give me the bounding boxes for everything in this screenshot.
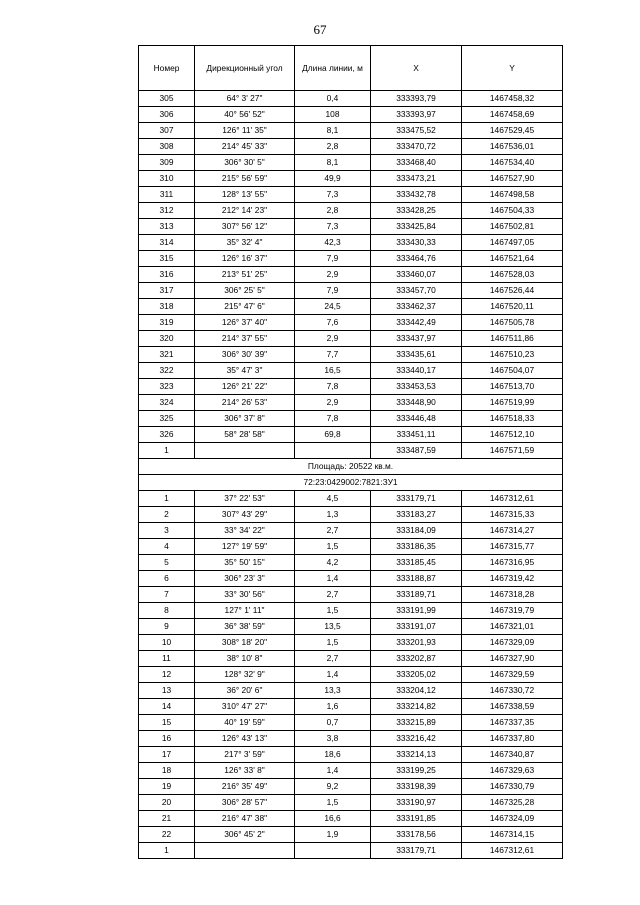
table-row bbox=[139, 571, 563, 587]
table-row bbox=[139, 235, 563, 251]
direction-angle: 40° 56' 52" bbox=[195, 107, 295, 123]
line-length: 4,2 bbox=[295, 555, 371, 571]
point-number: 321 bbox=[139, 347, 195, 363]
coord-y: 1467513,70 bbox=[462, 379, 563, 395]
coord-y: 1467327,90 bbox=[462, 651, 563, 667]
coord-x: 333462,37 bbox=[371, 299, 462, 315]
point-number: 308 bbox=[139, 139, 195, 155]
table-row bbox=[139, 507, 563, 523]
table-row bbox=[139, 123, 563, 139]
direction-angle: 213° 51' 25" bbox=[195, 267, 295, 283]
direction-angle: 35° 47' 3" bbox=[195, 363, 295, 379]
coord-y: 1467316,95 bbox=[462, 555, 563, 571]
coord-x: 333191,07 bbox=[371, 619, 462, 635]
table-row bbox=[139, 427, 563, 443]
point-number: 16 bbox=[139, 731, 195, 747]
table-row bbox=[139, 619, 563, 635]
direction-angle: 214° 37' 55" bbox=[195, 331, 295, 347]
coord-y: 1467330,72 bbox=[462, 683, 563, 699]
table-row bbox=[139, 683, 563, 699]
coord-x: 333183,27 bbox=[371, 507, 462, 523]
table-row bbox=[139, 171, 563, 187]
point-number: 312 bbox=[139, 203, 195, 219]
table-row bbox=[139, 843, 563, 859]
table-row bbox=[139, 187, 563, 203]
coord-x: 333432,78 bbox=[371, 187, 462, 203]
coord-x: 333214,82 bbox=[371, 699, 462, 715]
coord-y: 1467458,32 bbox=[462, 91, 563, 107]
point-number: 20 bbox=[139, 795, 195, 811]
point-number: 21 bbox=[139, 811, 195, 827]
coord-y: 1467536,01 bbox=[462, 139, 563, 155]
line-length: 0,7 bbox=[295, 715, 371, 731]
coord-x: 333179,71 bbox=[371, 843, 462, 859]
table-row bbox=[139, 651, 563, 667]
table-row bbox=[139, 699, 563, 715]
coord-y: 1467571,59 bbox=[462, 443, 563, 459]
direction-angle: 306° 28' 57" bbox=[195, 795, 295, 811]
direction-angle: 216° 35' 49" bbox=[195, 779, 295, 795]
direction-angle bbox=[195, 443, 295, 459]
point-number: 4 bbox=[139, 539, 195, 555]
coord-x: 333190,97 bbox=[371, 795, 462, 811]
direction-angle: 212° 14' 23" bbox=[195, 203, 295, 219]
line-length: 1,9 bbox=[295, 827, 371, 843]
coord-y: 1467324,09 bbox=[462, 811, 563, 827]
coord-x: 333451,11 bbox=[371, 427, 462, 443]
point-number: 2 bbox=[139, 507, 195, 523]
table-row bbox=[139, 139, 563, 155]
direction-angle: 35° 32' 4" bbox=[195, 235, 295, 251]
table-row bbox=[139, 251, 563, 267]
coord-y: 1467458,69 bbox=[462, 107, 563, 123]
coord-x: 333470,72 bbox=[371, 139, 462, 155]
table-row bbox=[139, 523, 563, 539]
direction-angle: 35° 50' 15" bbox=[195, 555, 295, 571]
table-row bbox=[139, 411, 563, 427]
point-number: 313 bbox=[139, 219, 195, 235]
direction-angle: 310° 47' 27" bbox=[195, 699, 295, 715]
point-number: 314 bbox=[139, 235, 195, 251]
table-row bbox=[139, 491, 563, 507]
direction-angle: 216° 47' 38" bbox=[195, 811, 295, 827]
direction-angle: 37° 22' 53" bbox=[195, 491, 295, 507]
coord-y: 1467519,99 bbox=[462, 395, 563, 411]
coord-y: 1467318,28 bbox=[462, 587, 563, 603]
line-length: 42,3 bbox=[295, 235, 371, 251]
coordinates-table bbox=[138, 45, 563, 859]
line-length: 7,6 bbox=[295, 315, 371, 331]
coord-y: 1467504,33 bbox=[462, 203, 563, 219]
point-number: 1 bbox=[139, 443, 195, 459]
line-length bbox=[295, 443, 371, 459]
table-row bbox=[139, 795, 563, 811]
coord-y: 1467314,15 bbox=[462, 827, 563, 843]
line-length: 49,9 bbox=[295, 171, 371, 187]
coord-x: 333189,71 bbox=[371, 587, 462, 603]
direction-angle: 214° 26' 53" bbox=[195, 395, 295, 411]
coord-y: 1467330,79 bbox=[462, 779, 563, 795]
coord-y: 1467534,40 bbox=[462, 155, 563, 171]
table-row bbox=[139, 107, 563, 123]
line-length: 2,7 bbox=[295, 523, 371, 539]
coord-y: 1467321,01 bbox=[462, 619, 563, 635]
point-number: 6 bbox=[139, 571, 195, 587]
direction-angle: 306° 30' 5" bbox=[195, 155, 295, 171]
coord-y: 1467340,87 bbox=[462, 747, 563, 763]
table-row bbox=[139, 267, 563, 283]
table-row bbox=[139, 715, 563, 731]
line-length: 1,6 bbox=[295, 699, 371, 715]
line-length: 2,8 bbox=[295, 139, 371, 155]
coord-y: 1467512,10 bbox=[462, 427, 563, 443]
direction-angle: 58° 28' 58" bbox=[195, 427, 295, 443]
coord-x: 333205,02 bbox=[371, 667, 462, 683]
page-number: 67 bbox=[313, 22, 327, 37]
parcel-label: 72:23:0429002:7821:ЗУ1 bbox=[139, 475, 563, 491]
parcel-row bbox=[139, 475, 563, 491]
table-row bbox=[139, 811, 563, 827]
point-number: 316 bbox=[139, 267, 195, 283]
coord-y: 1467337,35 bbox=[462, 715, 563, 731]
coord-y: 1467319,42 bbox=[462, 571, 563, 587]
point-number: 311 bbox=[139, 187, 195, 203]
line-length: 1,4 bbox=[295, 571, 371, 587]
direction-angle: 307° 56' 12" bbox=[195, 219, 295, 235]
point-number: 307 bbox=[139, 123, 195, 139]
table-row bbox=[139, 219, 563, 235]
direction-angle: 36° 38' 59" bbox=[195, 619, 295, 635]
coord-y: 1467338,59 bbox=[462, 699, 563, 715]
direction-angle: 36° 20' 6" bbox=[195, 683, 295, 699]
line-length: 1,3 bbox=[295, 507, 371, 523]
coord-x: 333437,97 bbox=[371, 331, 462, 347]
coord-y: 1467329,09 bbox=[462, 635, 563, 651]
direction-angle: 308° 18' 20" bbox=[195, 635, 295, 651]
coord-y: 1467504,07 bbox=[462, 363, 563, 379]
coord-x: 333464,76 bbox=[371, 251, 462, 267]
table-row bbox=[139, 555, 563, 571]
direction-angle: 306° 23' 3" bbox=[195, 571, 295, 587]
header-direction-angle: Дирекционный угол bbox=[195, 46, 295, 91]
direction-angle: 126° 37' 40" bbox=[195, 315, 295, 331]
point-number: 15 bbox=[139, 715, 195, 731]
coord-y: 1467315,33 bbox=[462, 507, 563, 523]
point-number: 320 bbox=[139, 331, 195, 347]
direction-angle: 128° 32' 9" bbox=[195, 667, 295, 683]
direction-angle: 33° 34' 22" bbox=[195, 523, 295, 539]
point-number: 12 bbox=[139, 667, 195, 683]
coord-y: 1467505,78 bbox=[462, 315, 563, 331]
coord-x: 333204,12 bbox=[371, 683, 462, 699]
direction-angle: 214° 45' 33" bbox=[195, 139, 295, 155]
coord-x: 333440,17 bbox=[371, 363, 462, 379]
coord-x: 333191,85 bbox=[371, 811, 462, 827]
coord-y: 1467528,03 bbox=[462, 267, 563, 283]
line-length: 1,5 bbox=[295, 635, 371, 651]
coord-x: 333475,52 bbox=[371, 123, 462, 139]
line-length: 1,5 bbox=[295, 795, 371, 811]
line-length: 7,3 bbox=[295, 219, 371, 235]
table-row bbox=[139, 347, 563, 363]
coord-x: 333425,84 bbox=[371, 219, 462, 235]
direction-angle: 306° 30' 39" bbox=[195, 347, 295, 363]
coord-x: 333446,48 bbox=[371, 411, 462, 427]
direction-angle: 306° 37' 8" bbox=[195, 411, 295, 427]
coord-y: 1467329,63 bbox=[462, 763, 563, 779]
line-length: 0,4 bbox=[295, 91, 371, 107]
point-number: 8 bbox=[139, 603, 195, 619]
coord-y: 1467337,80 bbox=[462, 731, 563, 747]
line-length: 3,8 bbox=[295, 731, 371, 747]
section-separator bbox=[139, 459, 563, 491]
coord-x: 333473,21 bbox=[371, 171, 462, 187]
table-row bbox=[139, 667, 563, 683]
point-number: 19 bbox=[139, 779, 195, 795]
line-length bbox=[295, 843, 371, 859]
coord-x: 333188,87 bbox=[371, 571, 462, 587]
coord-y: 1467529,45 bbox=[462, 123, 563, 139]
direction-angle: 128° 13' 55" bbox=[195, 187, 295, 203]
line-length: 7,3 bbox=[295, 187, 371, 203]
table-row bbox=[139, 283, 563, 299]
coord-y: 1467312,61 bbox=[462, 491, 563, 507]
coord-x: 333202,87 bbox=[371, 651, 462, 667]
coord-y: 1467502,81 bbox=[462, 219, 563, 235]
table-row bbox=[139, 315, 563, 331]
coord-y: 1467518,33 bbox=[462, 411, 563, 427]
area-row bbox=[139, 459, 563, 475]
point-number: 306 bbox=[139, 107, 195, 123]
table-row bbox=[139, 763, 563, 779]
coord-x: 333468,40 bbox=[371, 155, 462, 171]
direction-angle: 307° 43' 29" bbox=[195, 507, 295, 523]
coord-x: 333442,49 bbox=[371, 315, 462, 331]
table-row bbox=[139, 363, 563, 379]
coord-y: 1467511,86 bbox=[462, 331, 563, 347]
line-length: 8,1 bbox=[295, 123, 371, 139]
coord-y: 1467527,90 bbox=[462, 171, 563, 187]
point-number: 18 bbox=[139, 763, 195, 779]
line-length: 7,8 bbox=[295, 411, 371, 427]
coord-x: 333428,25 bbox=[371, 203, 462, 219]
point-number: 318 bbox=[139, 299, 195, 315]
coord-x: 333201,93 bbox=[371, 635, 462, 651]
direction-angle: 215° 47' 6" bbox=[195, 299, 295, 315]
point-number: 3 bbox=[139, 523, 195, 539]
coord-x: 333487,59 bbox=[371, 443, 462, 459]
line-length: 7,7 bbox=[295, 347, 371, 363]
line-length: 1,5 bbox=[295, 539, 371, 555]
direction-angle bbox=[195, 843, 295, 859]
table-row bbox=[139, 827, 563, 843]
coord-x: 333199,25 bbox=[371, 763, 462, 779]
coord-y: 1467319,79 bbox=[462, 603, 563, 619]
header-row bbox=[139, 46, 563, 91]
section2-body bbox=[139, 491, 563, 859]
coord-y: 1467520,11 bbox=[462, 299, 563, 315]
line-length: 13,3 bbox=[295, 683, 371, 699]
coord-y: 1467526,44 bbox=[462, 283, 563, 299]
direction-angle: 126° 21' 22" bbox=[195, 379, 295, 395]
point-number: 326 bbox=[139, 427, 195, 443]
point-number: 13 bbox=[139, 683, 195, 699]
line-length: 1,4 bbox=[295, 763, 371, 779]
line-length: 9,2 bbox=[295, 779, 371, 795]
coord-y: 1467312,61 bbox=[462, 843, 563, 859]
line-length: 8,1 bbox=[295, 155, 371, 171]
line-length: 69,8 bbox=[295, 427, 371, 443]
point-number: 10 bbox=[139, 635, 195, 651]
line-length: 1,5 bbox=[295, 603, 371, 619]
coord-x: 333178,56 bbox=[371, 827, 462, 843]
table-row bbox=[139, 603, 563, 619]
point-number: 11 bbox=[139, 651, 195, 667]
point-number: 317 bbox=[139, 283, 195, 299]
table-row bbox=[139, 635, 563, 651]
point-number: 14 bbox=[139, 699, 195, 715]
point-number: 5 bbox=[139, 555, 195, 571]
line-length: 2,9 bbox=[295, 331, 371, 347]
point-number: 309 bbox=[139, 155, 195, 171]
point-number: 325 bbox=[139, 411, 195, 427]
direction-angle: 127° 1' 11" bbox=[195, 603, 295, 619]
coord-y: 1467498,58 bbox=[462, 187, 563, 203]
table-row bbox=[139, 155, 563, 171]
line-length: 16,6 bbox=[295, 811, 371, 827]
coord-x: 333215,89 bbox=[371, 715, 462, 731]
line-length: 2,9 bbox=[295, 267, 371, 283]
direction-angle: 40° 19' 59" bbox=[195, 715, 295, 731]
line-length: 7,9 bbox=[295, 283, 371, 299]
coord-x: 333457,70 bbox=[371, 283, 462, 299]
table-row bbox=[139, 395, 563, 411]
table-row bbox=[139, 539, 563, 555]
coord-y: 1467497,05 bbox=[462, 235, 563, 251]
coord-y: 1467314,27 bbox=[462, 523, 563, 539]
line-length: 13,5 bbox=[295, 619, 371, 635]
direction-angle: 126° 11' 35" bbox=[195, 123, 295, 139]
table-row bbox=[139, 203, 563, 219]
point-number: 22 bbox=[139, 827, 195, 843]
point-number: 315 bbox=[139, 251, 195, 267]
direction-angle: 126° 43' 13" bbox=[195, 731, 295, 747]
coord-x: 333216,42 bbox=[371, 731, 462, 747]
point-number: 324 bbox=[139, 395, 195, 411]
coord-x: 333435,61 bbox=[371, 347, 462, 363]
header-number: Номер bbox=[139, 46, 195, 91]
direction-angle: 126° 33' 8" bbox=[195, 763, 295, 779]
point-number: 17 bbox=[139, 747, 195, 763]
table-row bbox=[139, 331, 563, 347]
line-length: 18,6 bbox=[295, 747, 371, 763]
line-length: 7,8 bbox=[295, 379, 371, 395]
direction-angle: 64° 3' 27" bbox=[195, 91, 295, 107]
line-length: 108 bbox=[295, 107, 371, 123]
table-row bbox=[139, 779, 563, 795]
header-x: X bbox=[371, 46, 462, 91]
coord-y: 1467329,59 bbox=[462, 667, 563, 683]
coord-x: 333179,71 bbox=[371, 491, 462, 507]
line-length: 16,5 bbox=[295, 363, 371, 379]
line-length: 2,9 bbox=[295, 395, 371, 411]
coord-y: 1467325,28 bbox=[462, 795, 563, 811]
coord-x: 333453,53 bbox=[371, 379, 462, 395]
point-number: 9 bbox=[139, 619, 195, 635]
coord-x: 333198,39 bbox=[371, 779, 462, 795]
table-row bbox=[139, 299, 563, 315]
point-number: 319 bbox=[139, 315, 195, 331]
table-header bbox=[139, 46, 563, 91]
coord-x: 333184,09 bbox=[371, 523, 462, 539]
line-length: 7,9 bbox=[295, 251, 371, 267]
line-length: 1,4 bbox=[295, 667, 371, 683]
coord-x: 333186,35 bbox=[371, 539, 462, 555]
point-number: 305 bbox=[139, 91, 195, 107]
coord-x: 333460,07 bbox=[371, 267, 462, 283]
line-length: 2,7 bbox=[295, 651, 371, 667]
point-number: 322 bbox=[139, 363, 195, 379]
coord-x: 333430,33 bbox=[371, 235, 462, 251]
coord-x: 333448,90 bbox=[371, 395, 462, 411]
coord-y: 1467521,64 bbox=[462, 251, 563, 267]
point-number: 1 bbox=[139, 843, 195, 859]
coord-y: 1467510,23 bbox=[462, 347, 563, 363]
line-length: 2,7 bbox=[295, 587, 371, 603]
coord-x: 333393,97 bbox=[371, 107, 462, 123]
direction-angle: 306° 45' 2" bbox=[195, 827, 295, 843]
coord-x: 333393,79 bbox=[371, 91, 462, 107]
table-row bbox=[139, 443, 563, 459]
area-label: Площадь: 20522 кв.м. bbox=[139, 459, 563, 475]
table-row bbox=[139, 731, 563, 747]
direction-angle: 217° 3' 59" bbox=[195, 747, 295, 763]
direction-angle: 33° 30' 56" bbox=[195, 587, 295, 603]
coord-x: 333185,45 bbox=[371, 555, 462, 571]
direction-angle: 127° 19' 59" bbox=[195, 539, 295, 555]
coord-x: 333214,13 bbox=[371, 747, 462, 763]
table-row bbox=[139, 587, 563, 603]
header-line-length: Длина линии, м bbox=[295, 46, 371, 91]
direction-angle: 306° 25' 5" bbox=[195, 283, 295, 299]
section1-body bbox=[139, 91, 563, 459]
line-length: 2,8 bbox=[295, 203, 371, 219]
table-row bbox=[139, 379, 563, 395]
point-number: 323 bbox=[139, 379, 195, 395]
coord-y: 1467315,77 bbox=[462, 539, 563, 555]
direction-angle: 38° 10' 8" bbox=[195, 651, 295, 667]
header-y: Y bbox=[462, 46, 563, 91]
point-number: 1 bbox=[139, 491, 195, 507]
line-length: 24,5 bbox=[295, 299, 371, 315]
direction-angle: 215° 56' 59" bbox=[195, 171, 295, 187]
table-row bbox=[139, 747, 563, 763]
point-number: 7 bbox=[139, 587, 195, 603]
table-row bbox=[139, 91, 563, 107]
point-number: 310 bbox=[139, 171, 195, 187]
direction-angle: 126° 16' 37" bbox=[195, 251, 295, 267]
coord-x: 333191,99 bbox=[371, 603, 462, 619]
line-length: 4,5 bbox=[295, 491, 371, 507]
